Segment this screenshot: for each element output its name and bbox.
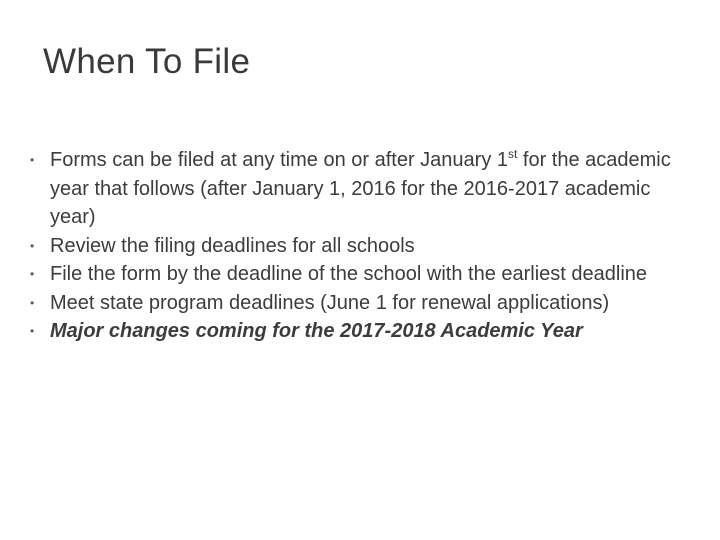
- bullet-text-part: Forms can be filed at any time on or after January 1: [50, 149, 508, 171]
- bullet-icon: •: [30, 238, 35, 253]
- bullet-text: Meet state program deadlines (June 1 for renewal applications): [50, 291, 610, 314]
- bullet-text: Major changes coming for the 2017-2018 Academic Year: [50, 320, 583, 342]
- bullet-item-file-by-deadline: [30, 260, 680, 289]
- bullet-icon: •: [30, 295, 35, 310]
- bullet-icon: •: [30, 153, 35, 167]
- bullet-item-when-to-file: [30, 146, 680, 232]
- bullet-item-state-deadlines: [30, 289, 680, 318]
- bullet-icon: •: [30, 324, 35, 338]
- bullet-text: [50, 146, 680, 232]
- bullet-text: File the form by the deadline of the school with the earliest deadline: [50, 263, 648, 285]
- superscript-text: st: [508, 147, 518, 161]
- bullet-item-major-changes: [30, 317, 680, 346]
- slide-title: When To File: [43, 42, 251, 81]
- bullet-icon: •: [30, 267, 35, 281]
- bullet-item-review-deadlines: [30, 232, 680, 261]
- bullet-text-part: for the academic year that follows (after January 1, 2016 for the 2016-2017 academic year): [50, 149, 671, 228]
- bullet-list: [30, 146, 680, 346]
- bullet-text: Review the filing deadlines for all schools: [50, 234, 415, 257]
